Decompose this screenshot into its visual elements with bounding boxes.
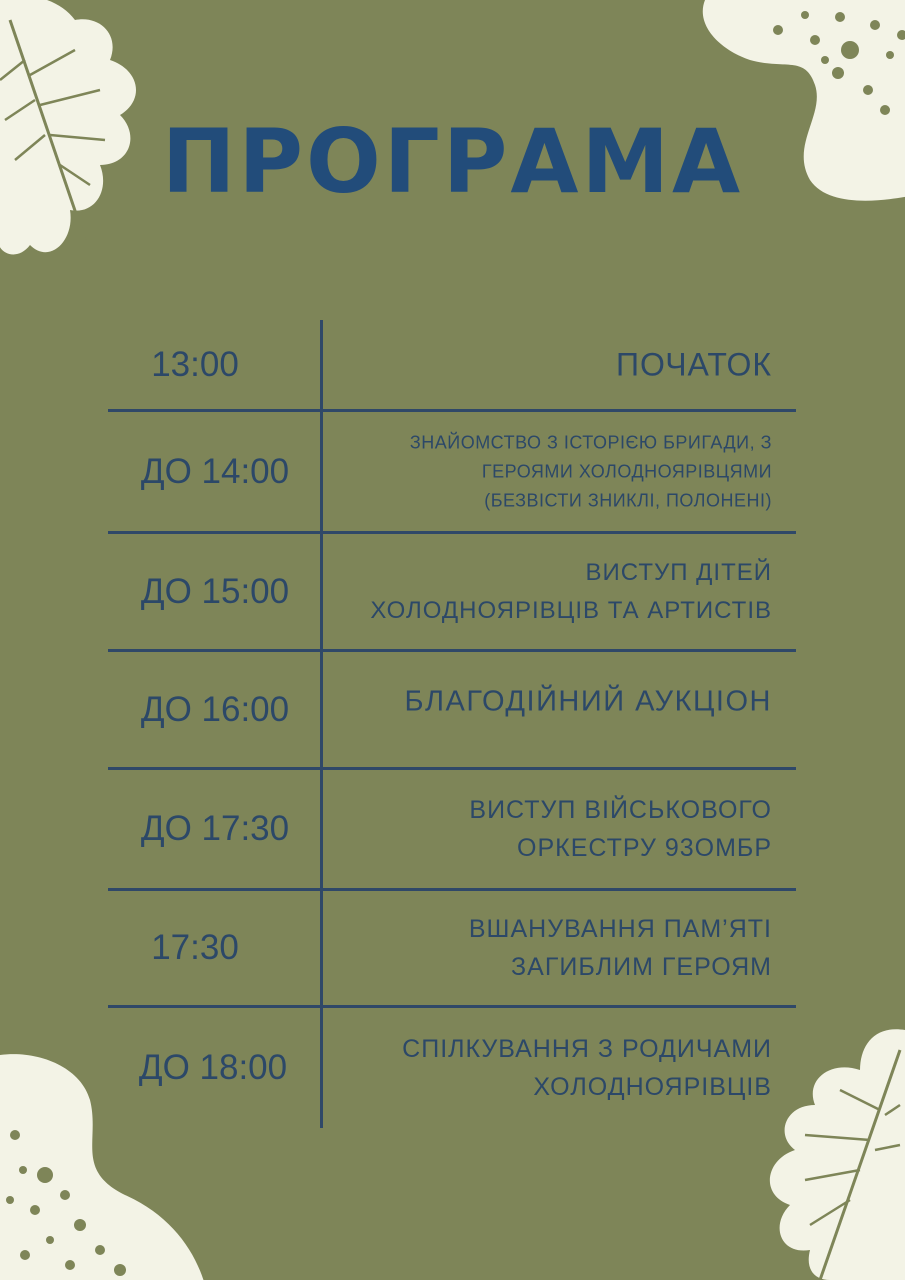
time-label: ДО 17:30 bbox=[140, 809, 290, 848]
page-title: ПРОГРАМА bbox=[161, 110, 744, 213]
time-label: ДО 16:00 bbox=[140, 689, 290, 729]
time-label: ДО 14:00 bbox=[140, 451, 290, 491]
schedule-row bbox=[0, 1008, 905, 1128]
event-label: ПОЧАТОК bbox=[616, 346, 772, 382]
schedule-row bbox=[0, 770, 905, 888]
event-label: ВИСТУП ДІТЕЙ ХОЛОДНОЯРІВЦІВ ТА АРТИСТІВ bbox=[370, 558, 772, 624]
time-label: ДО 18:00 bbox=[138, 1048, 288, 1087]
event-label: ВИСТУП ВІЙСЬКОВОГО ОРКЕСТРУ 93ОМБР bbox=[469, 796, 772, 862]
time-label: 13:00 bbox=[151, 344, 239, 384]
schedule-row bbox=[0, 320, 905, 409]
schedule-row bbox=[0, 652, 905, 767]
event-label: ЗНАЙОМСТВО З ІСТОРІЄЮ БРИГАДИ, З ГЕРОЯМИ ХОЛОДНОЯРІВЦЯМИ (БЕЗВІСТИ ЗНИКЛІ, ПОЛОНЕНІ) bbox=[409, 432, 772, 510]
schedule-row bbox=[0, 534, 905, 649]
time-label: 17:30 bbox=[151, 928, 239, 967]
event-label: БЛАГОДІЙНИЙ АУКЦІОН bbox=[404, 685, 772, 717]
event-label: СПІЛКУВАННЯ З РОДИЧАМИ ХОЛОДНОЯРІВЦІВ bbox=[402, 1035, 772, 1101]
event-label: ВШАНУВАННЯ ПАМ’ЯТІ ЗАГИБЛИМ ГЕРОЯМ bbox=[468, 915, 772, 981]
time-label: ДО 15:00 bbox=[140, 571, 290, 611]
schedule-row bbox=[0, 891, 905, 1005]
schedule-row bbox=[0, 412, 905, 531]
